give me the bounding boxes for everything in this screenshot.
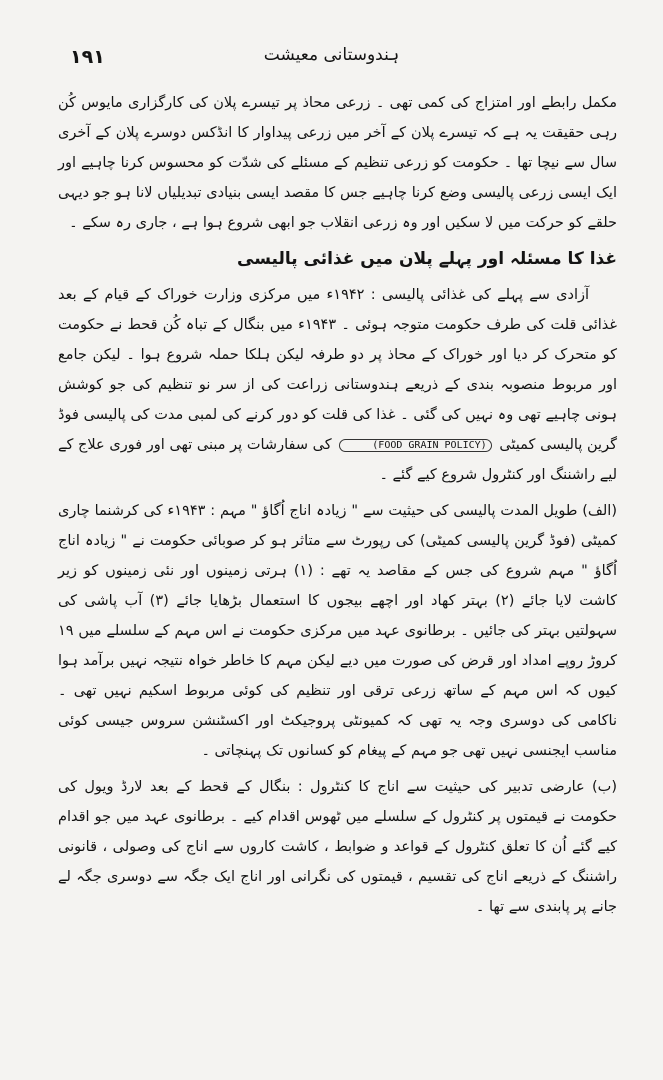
subsection-a-text: ۱۹۴۳ء کی کرشنما چاری کمیٹی (فوڈ گرین پالیسی کمیٹی) کی رپورٹ سے متاثر ہو کر صوبائی حکومت نے " زیادہ اناج اُگاؤ " مہم شروع کی جس کے مقاصد یہ تھے : (۱) ہرتی زمینوں اور نئی زمینوں کو زیر کاشت لایا جائے (۲) بہتر کھاد اور اچھے بیجوں کا استعمال بڑھایا جائے (۳) آب پاشی کی سہولتیں بہتر کی جائیں ۔ برطانوی عہد میں مرکزی حکومت نے اس مہم کے سلسلے میں ۱۹ کروڑ روپے امداد اور قرض کی صورت میں دیے لیکن مہم کا خاطر خواہ نتیجہ نہیں برآمد ہوا کیوں کہ اس مہم کے ساتھ زرعی ترقی اور تنظیم کی کوئی مربوط اسکیم نہیں تھی ۔ ناکامی کی دوسری وجہ یہ تھی کہ کمیونٹی پروجیکٹ اور اکسٹنشن سروس جیسی کوئی مناسب ایجنسی نہیں تھی جو مہم کے پیغام کو کسانوں تک پہنچاتی ۔	[58, 503, 617, 759]
subsection-b-text: بنگال کے قحط کے بعد لارڈ ویول کی حکومت نے قیمتوں پر کنٹرول کے سلسلے میں ٹھوس اقدام کیے ۔ برطانوی عہد میں جو اقدام کیے گئے اُن کا تعلق کنٹرول کے قواعد و ضوابط ، کاشت کاروں سے اناج کی وصولی ، قانونی راشننگ کے ذریعے اناج کی تقسیم ، قیمتوں کی نگرانی اور اناج ایک جگہ سے دوسری جگہ لے جانے پر پابندی سے تھا ۔	[58, 779, 617, 915]
subsection-a-heading: (الف) طویل المدت پالیسی کی حیثیت سے " زیادہ اناج اُگاؤ " مہم :	[210, 503, 617, 519]
subsection-b-heading: (ب) عارضی تدبیر کی حیثیت سے اناج کا کنٹرول :	[297, 779, 617, 795]
paragraph-text: آزادی سے پہلے کی غذائی پالیسی : ۱۹۴۲ء میں مرکزی وزارت خوراک کے قیام کے بعد غذائی قلت کی طرف حکومت متوجہ ہوئی ۔ ۱۹۴۳ء میں بنگال کے تباہ کُن قحط نے حکومت کو متحرک کر دیا اور خوراک کے محاذ پر دو طرفہ لیکن ہلکا حملہ شروع ہوا ۔ لیکن جامع اور مربوط منصوبہ بندی کے ذریعے ہندوستانی زراعت کی از سر نو تنظیم کی جو کوشش ہونی چاہیے تھی وہ نہیں کی گئی ۔ غذا کی قلت کو دور کرنے کی لمبی مدت کی پالیسی فوڈ گرین پالیسی کمیٹی	[58, 287, 617, 453]
section-heading: غذا کا مسئلہ اور پہلے پلان میں غذائی پالیسی	[237, 249, 617, 269]
page-header	[40, 38, 623, 74]
paragraph-pre-independence	[58, 280, 617, 490]
paragraph-text-continued: کی سفارشات پر مبنی تھی اور فوری علاج کے لیے راشننگ اور کنٹرول شروع کیے گئے ۔	[58, 437, 617, 483]
food-grain-policy-note: (FOOD GRAIN POLICY)	[339, 439, 491, 452]
paragraph-intro: مکمل رابطے اور امتزاج کی کمی تھی ۔ زرعی محاذ پر تیسرے پلان کی کارگزاری مایوس کُن رہی حقیقت یہ ہے کہ تیسرے پلان کے آخر میں زرعی پیداوار کا انڈکس دوسرے پلان کے آخری سال سے نیچا تھا ۔ حکومت کو زرعی تنظیم کے مسئلے کی شدّت کو محسوس کرنا چاہیے اور ایک ایسی زرعی پالیسی وضع کرنا چاہیے جس کا مقصد ایسی بنیادی تبدیلیاں لانا ہو جو دیہی حلقے کو حرکت میں لا سکیں اور وہ زرعی انقلاب جو ابھی شروع ہوا ہے ، جاری رہ سکے ۔	[58, 95, 617, 231]
body-text	[58, 88, 617, 928]
subsection-a	[58, 496, 617, 766]
running-title: ہندوستانی معیشت	[263, 45, 400, 65]
subsection-b	[58, 772, 617, 922]
page-number: ۱۹۱	[70, 46, 105, 68]
